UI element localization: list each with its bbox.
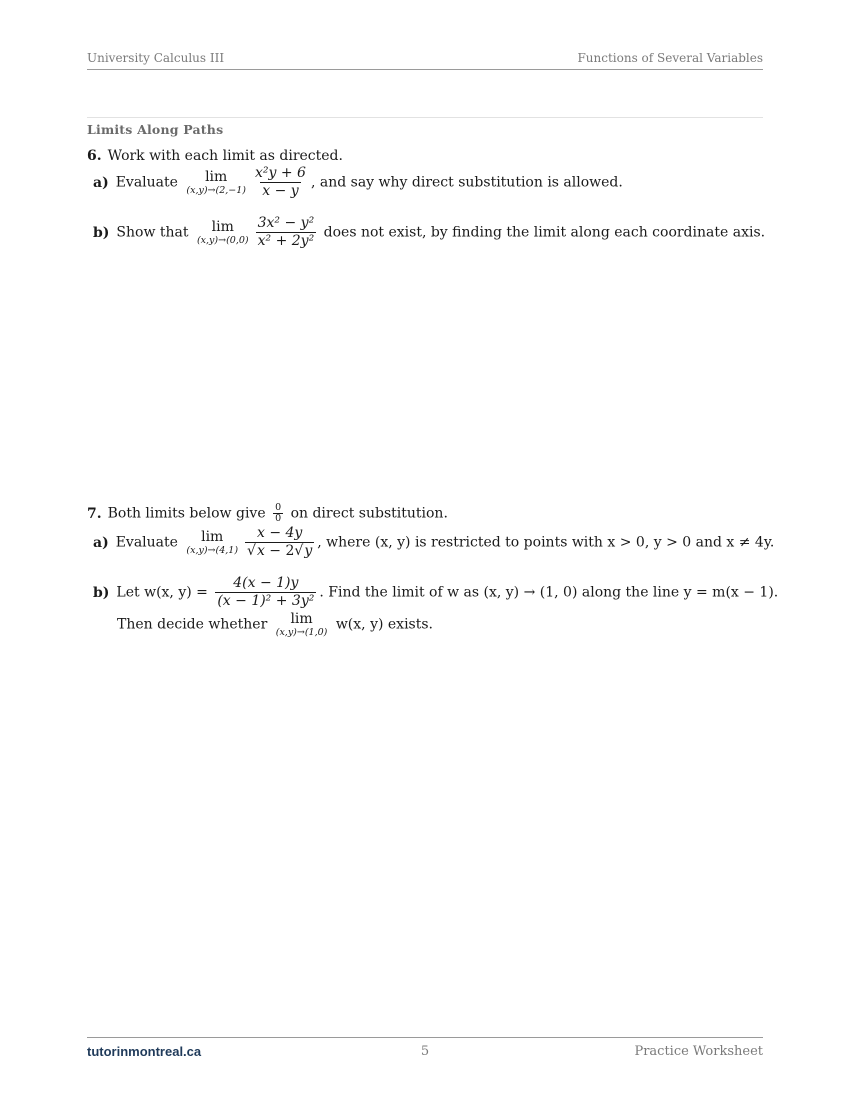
part-tail-text: . Find the limit of w as (x, y) → (1, 0) along the line y = m(x − 1). [319, 584, 779, 601]
running-footer [87, 1037, 763, 1062]
fraction [253, 165, 308, 200]
part-lead-text: Then decide whether [117, 616, 268, 633]
problem-number: 6. [87, 148, 102, 164]
sqrt-sign: √ [294, 543, 304, 559]
fraction-numerator: 0 [275, 502, 282, 513]
part-label: a) [93, 534, 109, 551]
problem-7-part-a [93, 525, 774, 560]
fraction-numerator: x − 4y [256, 525, 303, 541]
limit-operator [186, 529, 238, 556]
part-lead-text: Evaluate [115, 534, 178, 551]
fraction [256, 215, 317, 250]
site-link[interactable]: tutorinmontreal.ca [87, 1044, 202, 1059]
part-label: b) [93, 224, 110, 241]
course-title: University Calculus III [87, 51, 225, 65]
problem-6-part-a [93, 165, 623, 200]
part-lead-text: Let w(x, y) = [116, 584, 208, 601]
part-tail-text: w(x, y) exists. [335, 616, 433, 633]
problem-stem-text-end: on direct substitution. [290, 505, 448, 522]
limit-word: lim [201, 529, 224, 545]
part-lead-text: Evaluate [115, 174, 178, 191]
problem-7-part-b [93, 575, 778, 610]
limit-operator [197, 219, 249, 246]
problem-7-part-b-line2 [117, 611, 433, 638]
limit-word: lim [205, 169, 228, 185]
part-label: a) [93, 174, 109, 191]
fraction [245, 525, 314, 560]
part-label: b) [93, 584, 110, 601]
page-number: 5 [420, 1044, 430, 1059]
denominator-middle: − 2 [264, 543, 295, 559]
limit-word: lim [211, 219, 234, 235]
limit-operator [276, 611, 328, 638]
chapter-title: Functions of Several Variables [577, 51, 763, 65]
fraction [215, 575, 316, 610]
fraction-denominator: x − y [262, 183, 299, 199]
limit-operator [186, 169, 246, 196]
part-lead-text: Show that [116, 224, 189, 241]
problem-stem-text: Both limits below give [107, 505, 266, 522]
fraction-numerator: 4(x − 1)y [233, 575, 299, 591]
problem-stem-text: Work with each limit as directed. [107, 148, 343, 164]
zero-over-zero [273, 503, 283, 524]
problem-6-part-b [93, 215, 765, 250]
worksheet-label: Practice Worksheet [634, 1044, 763, 1059]
fraction-denominator: (x − 1)² + 3y² [217, 593, 315, 609]
part-tail-text: does not exist, by finding the limit along each coordinate axis. [323, 224, 766, 241]
fraction-numerator: 3x² − y² [257, 215, 315, 231]
section-title: Limits Along Paths [87, 122, 224, 137]
fraction-denominator: 0 [275, 513, 282, 524]
problem-7-stem [87, 503, 763, 524]
problem-6 [87, 147, 766, 249]
part-tail-text: , where (x, y) is restricted to points with x > 0, y > 0 and x ≠ 4y. [317, 534, 775, 551]
sqrt-radicand: y [304, 543, 313, 559]
problem-7 [87, 502, 779, 638]
section-divider [87, 117, 763, 118]
fraction-denominator [245, 542, 314, 560]
part-tail-text: , and say why direct substitution is allowed. [310, 174, 623, 191]
problem-number: 7. [87, 505, 102, 522]
sqrt-radicand: x [256, 543, 265, 559]
sqrt-sign: √ [247, 543, 256, 559]
limit-subscript: (x,y)→(0,0) [196, 235, 249, 246]
limit-word: lim [290, 611, 313, 627]
limit-subscript: (x,y)→(1,0) [275, 627, 328, 638]
fraction-numerator: x²y + 6 [255, 165, 306, 181]
limit-subscript: (x,y)→(2,−1) [186, 185, 246, 196]
problem-6-stem [87, 147, 763, 165]
limit-subscript: (x,y)→(4,1) [186, 545, 239, 556]
fraction-denominator: x² + 2y² [257, 233, 315, 249]
running-header [87, 51, 763, 70]
